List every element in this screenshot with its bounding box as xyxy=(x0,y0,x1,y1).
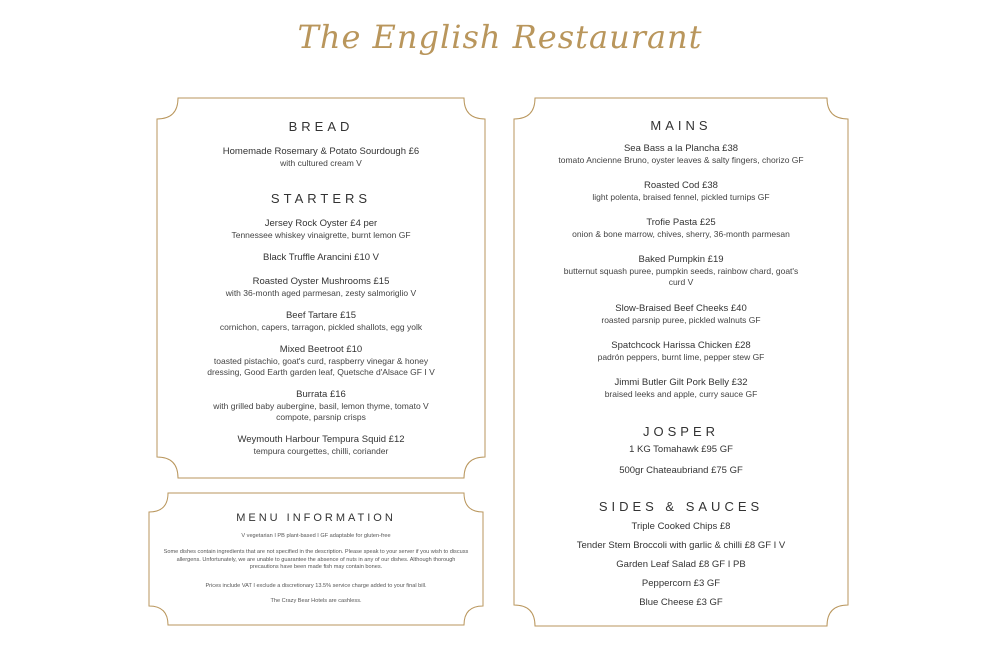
menu-item-desc: padrón peppers, burnt lime, pepper stew GF xyxy=(597,352,765,362)
menu-item xyxy=(156,252,486,264)
bread-starters-panel xyxy=(156,97,486,479)
menu-item-name: Garden Leaf Salad £8 GF I PB xyxy=(616,559,746,570)
menu-item-name: Triple Cooked Chips £8 xyxy=(631,521,731,532)
menu-item-name: Jersey Rock Oyster £4 per xyxy=(264,218,378,229)
menu-item xyxy=(156,310,486,333)
restaurant-title: The English Restaurant xyxy=(297,18,703,56)
menu-item-desc: roasted parsnip puree, pickled walnuts GF xyxy=(601,315,761,325)
menu-item xyxy=(156,434,486,457)
menu-item xyxy=(513,217,849,240)
menu-item xyxy=(156,218,486,241)
info-cashless: The Crazy Bear Hotels are cashless. xyxy=(270,598,362,604)
menu-item-desc: braised leeks and apple, curry sauce GF xyxy=(604,389,758,399)
menu-item-name: Black Truffle Arancini £10 V xyxy=(263,252,379,263)
menu-item xyxy=(513,597,849,609)
menu-item-name: 1 KG Tomahawk £95 GF xyxy=(629,444,733,455)
menu-item xyxy=(513,540,849,552)
menu-item-desc: cornichon, capers, tarragon, pickled shallots, egg yolk xyxy=(219,322,423,332)
menu-item-name: Slow-Braised Beef Cheeks £40 xyxy=(615,303,747,314)
menu-item-desc: with grilled baby aubergine, basil, lemon thyme, tomato V compote, parsnip crisps xyxy=(213,401,429,422)
menu-item-name: 500gr Chateaubriand £75 GF xyxy=(619,465,743,476)
menu-item-desc: light polenta, braised fennel, pickled turnips GF xyxy=(592,192,770,202)
mains-heading: MAINS xyxy=(650,118,712,133)
info-heading: MENU INFORMATION xyxy=(236,512,396,524)
menu-item-name: Burrata £16 xyxy=(296,389,346,400)
starters-heading: STARTERS xyxy=(270,191,372,206)
menu-item-desc: with 36-month aged parmesan, zesty salmoriglio V xyxy=(225,288,417,298)
info-prices: Prices include VAT I exclude a discretionary 13.5% service charge added to your final bill. xyxy=(205,583,427,589)
menu-item-name: Trofie Pasta £25 xyxy=(646,217,716,228)
menu-item xyxy=(513,465,849,477)
menu-item-name: Baked Pumpkin £19 xyxy=(638,254,724,265)
menu-item-desc: toasted pistachio, goat's curd, raspberry vinegar & honey dressing, Good Earth garden leaf, Quetsche d'Alsace GF I V xyxy=(207,356,435,377)
menu-item-name: Mixed Beetroot £10 xyxy=(279,344,363,355)
menu-information-panel xyxy=(148,492,484,626)
menu-item-name: Roasted Oyster Mushrooms £15 xyxy=(252,276,390,287)
menu-item xyxy=(196,344,446,378)
bread-heading: BREAD xyxy=(288,119,354,134)
menu-item xyxy=(513,559,849,571)
menu-item-name: Roasted Cod £38 xyxy=(644,180,718,191)
menu-item-desc: with cultured cream V xyxy=(280,158,362,168)
menu-item-name: Tender Stem Broccoli with garlic & chilli £8 GF I V xyxy=(576,540,786,551)
menu-item xyxy=(156,276,486,299)
menu-item-name: Spatchcock Harissa Chicken £28 xyxy=(611,340,751,351)
menu-item-desc: Tennessee whiskey vinaigrette, burnt lemon GF xyxy=(231,230,411,240)
info-legend: V vegetarian I PB plant-based I GF adaptable for gluten-free xyxy=(241,533,391,539)
menu-item xyxy=(513,521,849,533)
menu-item xyxy=(558,254,804,288)
menu-item xyxy=(513,444,849,456)
menu-item xyxy=(513,377,849,400)
menu-item-desc: tempura courgettes, chilli, coriander xyxy=(253,446,389,456)
menu-item xyxy=(156,146,486,169)
menu-item-desc: onion & bone marrow, chives, sherry, 36-month parmesan xyxy=(572,229,790,239)
menu-item xyxy=(513,303,849,326)
mains-panel xyxy=(513,97,849,627)
sides-heading: SIDES & SAUCES xyxy=(598,499,764,514)
menu-item-name: Sea Bass a la Plancha £38 xyxy=(623,143,739,154)
menu-item-desc: butternut squash puree, pumpkin seeds, rainbow chard, goat's curd V xyxy=(563,266,799,287)
info-allergens: Some dishes contain ingredients that are not specified in the description. Please speak to your server if you wish to discuss allergens. Unfortunately, we are unable to guarantee the absence of nuts in any of our dishes. Although thorough precautions have been made fish may contain bones. xyxy=(163,549,469,570)
menu-item-name: Homemade Rosemary & Potato Sourdough £6 xyxy=(222,146,420,157)
menu-item xyxy=(513,143,849,166)
josper-heading: JOSPER xyxy=(642,424,719,439)
menu-item-name: Peppercorn £3 GF xyxy=(641,578,721,589)
menu-item xyxy=(201,389,441,423)
menu-item-desc: tomato Ancienne Bruno, oyster leaves & salty fingers, chorizo GF xyxy=(558,155,804,165)
menu-item xyxy=(513,340,849,363)
menu-item-name: Weymouth Harbour Tempura Squid £12 xyxy=(237,434,405,445)
menu-item-name: Beef Tartare £15 xyxy=(285,310,357,321)
menu-item-name: Blue Cheese £3 GF xyxy=(639,597,723,608)
menu-item xyxy=(513,180,849,203)
menu-item xyxy=(513,578,849,590)
menu-item-name: Jimmi Butler Gilt Pork Belly £32 xyxy=(614,377,748,388)
